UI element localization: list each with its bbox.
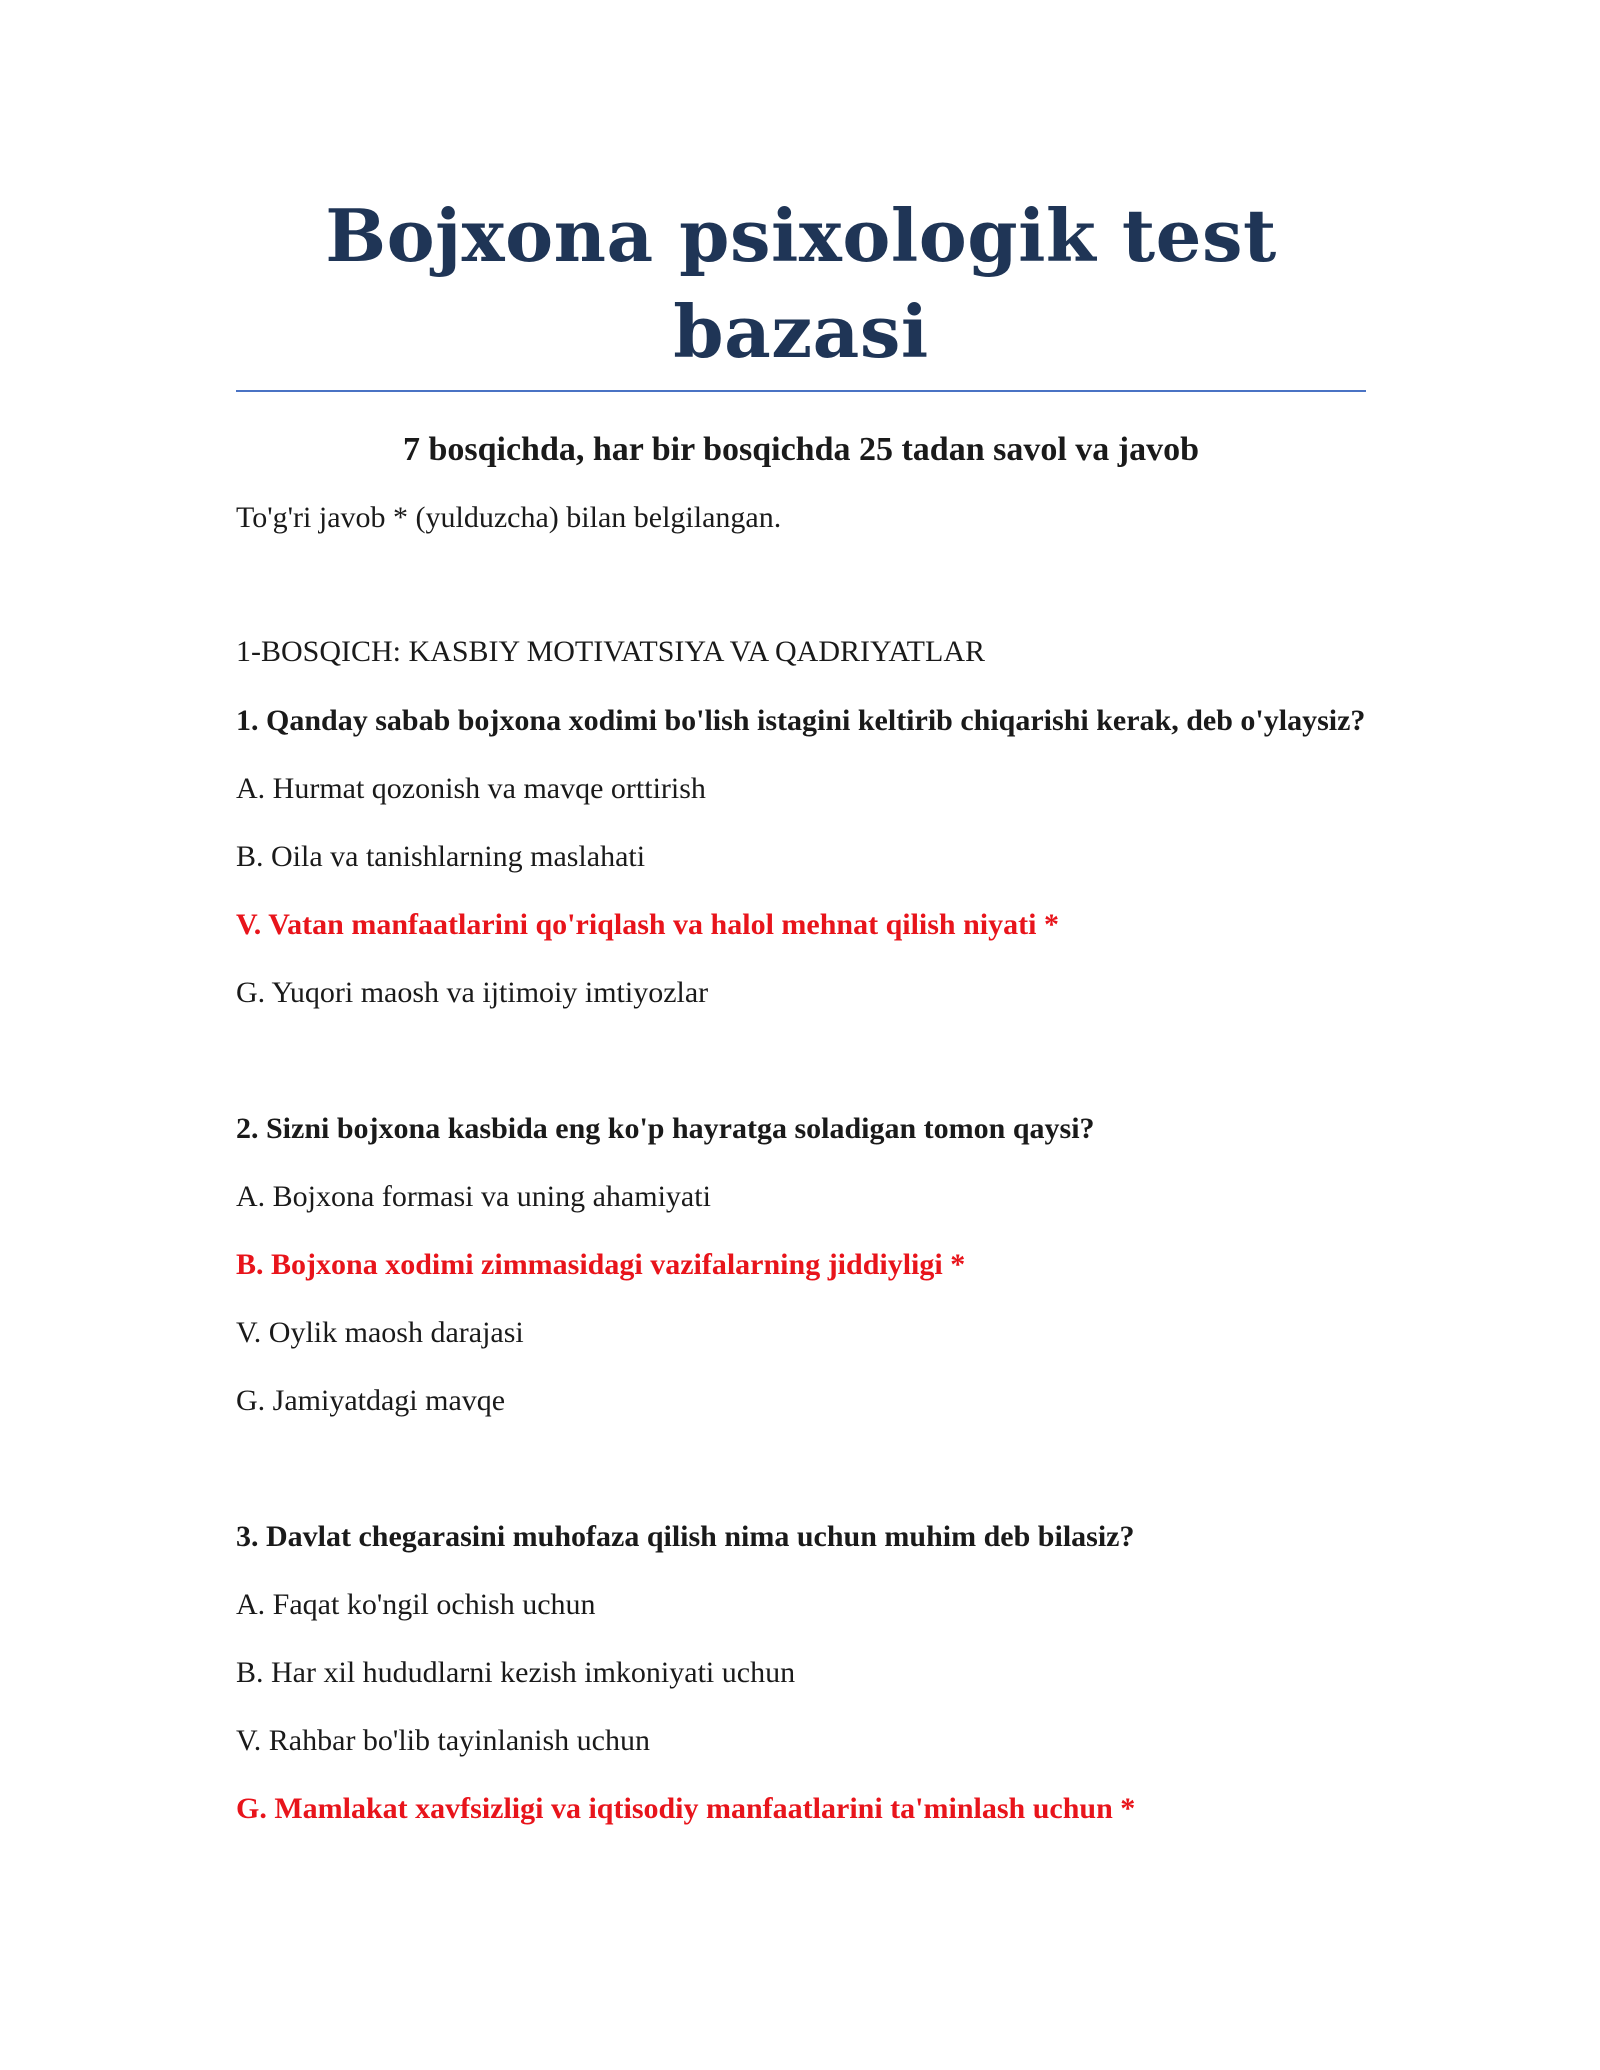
section-title: 1-BOSQICH: KASBIY MOTIVATSIYA VA QADRIYATLAR: [236, 635, 985, 668]
answer-option: A. Bojxona formasi va uning ahamiyati: [236, 1180, 711, 1213]
correct-answer-option: B. Bojxona xodimi zimmasidagi vazifalarning jiddiyligi *: [236, 1248, 966, 1281]
question-block-1: [236, 700, 1366, 1014]
answer-option: B. Oila va tanishlarning maslahati: [236, 840, 646, 873]
page-subtitle: 7 bosqichda, har bir bosqichda 25 tadan savol va javob: [402, 431, 1200, 468]
title-divider: [236, 390, 1366, 392]
page-title: Bojxona psixologik test bazasi: [325, 193, 1277, 374]
question-text: 1. Qanday sabab bojxona xodimi bo'lish istagini keltirib chiqarishi kerak, deb o'ylaysiz?: [236, 704, 1366, 737]
question-block-2: [236, 1108, 1366, 1422]
question-text: 2. Sizni bojxona kasbida eng ko'p hayratga soladigan tomon qaysi?: [236, 1112, 1095, 1145]
question-block-3: [236, 1516, 1366, 1830]
answer-option: G. Yuqori maosh va ijtimoiy imtiyozlar: [236, 976, 709, 1009]
question-text: 3. Davlat chegarasini muhofaza qilish nima uchun muhim deb bilasiz?: [236, 1520, 1135, 1553]
answer-option: A. Hurmat qozonish va mavqe orttirish: [236, 772, 706, 805]
correct-answer-option: V. Vatan manfaatlarini qo'riqlash va halol mehnat qilish niyati *: [236, 908, 1059, 941]
answer-option: V. Rahbar bo'lib tayinlanish uchun: [236, 1724, 650, 1757]
answer-option: G. Jamiyatdagi mavqe: [236, 1384, 506, 1417]
answer-key-note: To'g'ri javob * (yulduzcha) bilan belgilangan.: [236, 501, 782, 534]
correct-answer-option: G. Mamlakat xavfsizligi va iqtisodiy manfaatlarini ta'minlash uchun *: [236, 1792, 1136, 1825]
answer-option: B. Har xil hududlarni kezish imkoniyati uchun: [236, 1656, 796, 1689]
answer-option: A. Faqat ko'ngil ochish uchun: [236, 1588, 596, 1621]
answer-option: V. Oylik maosh darajasi: [236, 1316, 524, 1349]
document-page: [236, 0, 1366, 1830]
